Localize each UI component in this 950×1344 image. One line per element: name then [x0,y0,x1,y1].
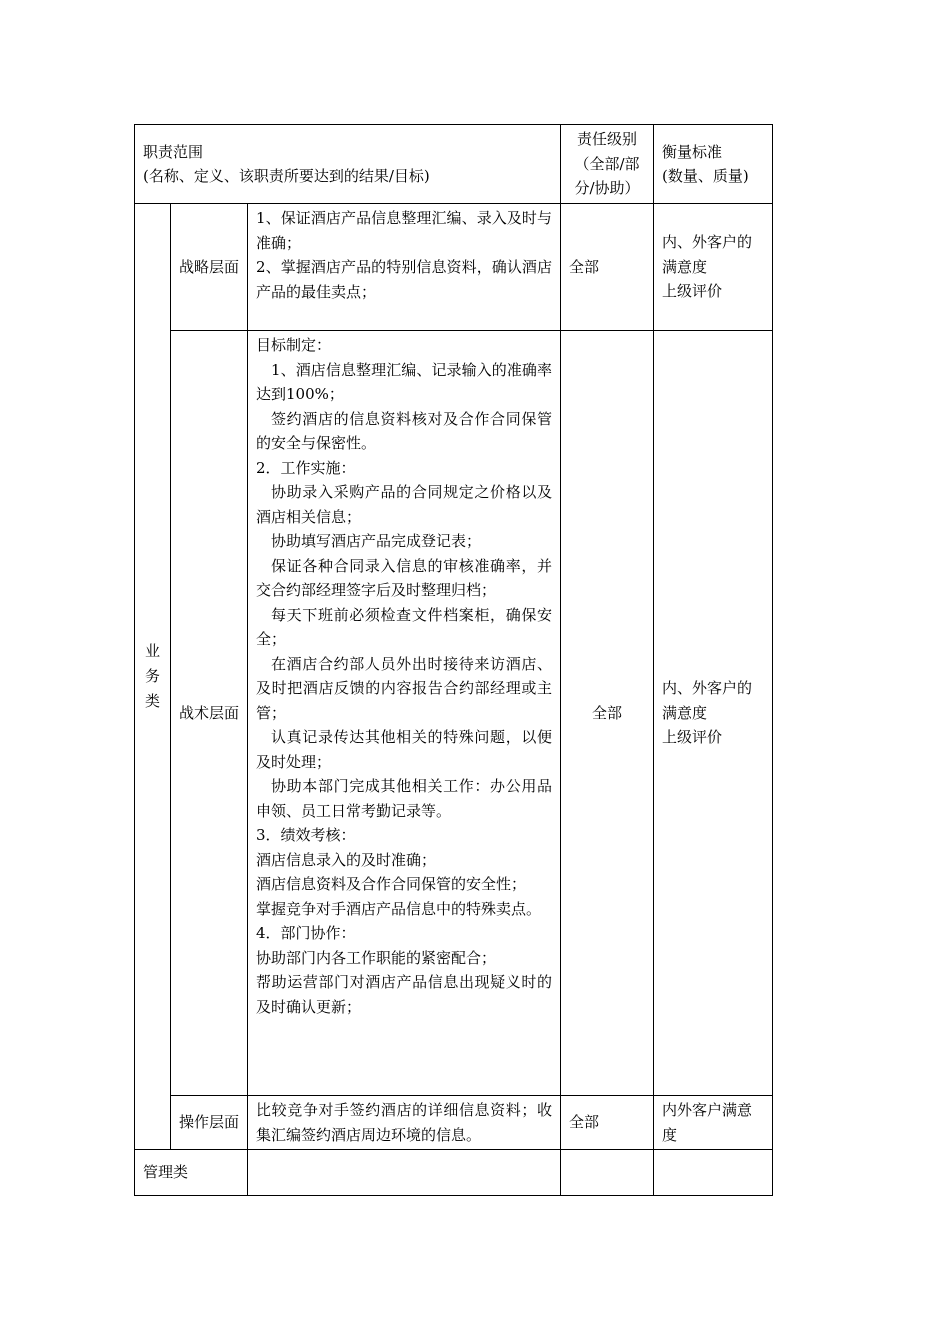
responsibility-tactic: 全部 [592,703,623,722]
table-row-tactic [135,331,773,1096]
header-scope-subtitle: (名称、定义、该职责所要达到的结果/目标) [143,167,430,185]
responsibility-operation-cell [561,1096,654,1150]
standard-strategy-cell [654,204,773,331]
header-standard-subtitle: (数量、质量) [662,167,749,185]
standard-line: 内、外客户的满意度 [662,679,753,722]
standard-operation-cell [654,1096,773,1150]
header-responsibility-subtitle: （全部/部分/协助） [574,154,640,197]
content-line: 协助填写酒店产品完成登记表； [271,532,482,550]
table-row-strategy [135,204,773,331]
standard-operation: 内外客户满意度 [662,1101,753,1144]
standard-tactic-cell [654,331,773,1096]
level-tactic: 战术层面 [179,703,240,722]
standard-line: 内、外客户的满意度 [662,233,753,276]
content-line: 3．绩效考核： [256,826,356,844]
content-line: 酒店信息录入的及时准确； [256,850,437,869]
standard-management-cell [654,1150,773,1196]
standard-line: 上级评价 [662,282,723,301]
level-operation: 操作层面 [179,1113,240,1132]
content-line: 2．工作实施： [256,458,356,477]
header-scope-cell [135,125,561,204]
header-responsibility-title: 责任级别 [577,130,638,148]
content-line: 帮助运营部门对酒店产品信息出现疑义时的及时确认更新； [256,973,553,1016]
header-standard-cell [654,125,773,204]
content-line: 签约酒店的信息资料核对及合作合同保管的安全与保密性。 [256,409,553,452]
table-row-management [135,1150,773,1196]
header-row [135,125,773,204]
content-line: 在酒店合约部人员外出时接待来访酒店、及时把酒店反馈的内容报告合约部经理或主管； [256,654,553,722]
category-management: 管理类 [143,1163,189,1182]
header-scope-title: 职责范围 [143,142,204,161]
content-line: 协助部门内各工作职能的紧密配合； [256,948,497,967]
header-standard-title: 衡量标准 [662,142,723,161]
category-management-cell [135,1150,248,1196]
category-business: 业务类 [145,642,161,710]
header-responsibility-cell [561,125,654,204]
content-line: 1、酒店信息整理汇编、记录输入的准确率达到100%； [256,360,553,403]
level-operation-cell [171,1096,248,1150]
content-line: 1、保证酒店产品信息整理汇编、录入及时与准确； [256,209,553,252]
content-line: 协助录入采购产品的合同规定之价格以及酒店相关信息； [256,483,553,526]
level-strategy-cell [171,204,248,331]
responsibility-operation: 全部 [569,1113,600,1132]
level-strategy: 战略层面 [179,257,240,276]
content-management-cell [248,1150,561,1196]
content-line: 2、掌握酒店产品的特别信息资料，确认酒店产品的最佳卖点； [256,258,553,301]
content-line: 每天下班前必须检查文件档案柜，确保安全； [256,605,553,648]
responsibility-strategy: 全部 [569,257,600,276]
content-strategy-cell [248,204,561,331]
content-line: 目标制定： [256,336,332,354]
table-row-operation [135,1096,773,1150]
responsibility-strategy-cell [561,204,654,331]
content-operation: 比较竞争对手签约酒店的详细信息资料；收集汇编签约酒店周边环境的信息。 [256,1101,553,1144]
content-operation-cell [248,1096,561,1150]
content-line: 保证各种合同录入信息的审核准确率，并交合约部经理签字后及时整理归档； [256,556,553,599]
content-line: 协助本部门完成其他相关工作：办公用品申领、员工日常考勤记录等。 [256,777,553,820]
content-tactic-cell [248,331,561,1096]
duty-table [134,124,773,1196]
responsibility-tactic-cell [561,331,654,1096]
content-line: 认真记录传达其他相关的特殊问题，以便及时处理； [256,728,553,771]
content-line: 酒店信息资料及合作合同保管的安全性； [256,875,527,893]
content-line: 4．部门协作： [256,924,356,942]
content-line: 掌握竞争对手酒店产品信息中的特殊卖点。 [256,899,542,918]
standard-line: 上级评价 [662,728,723,747]
responsibility-management-cell [561,1150,654,1196]
category-business-cell [135,204,171,1150]
level-tactic-cell [171,331,248,1096]
